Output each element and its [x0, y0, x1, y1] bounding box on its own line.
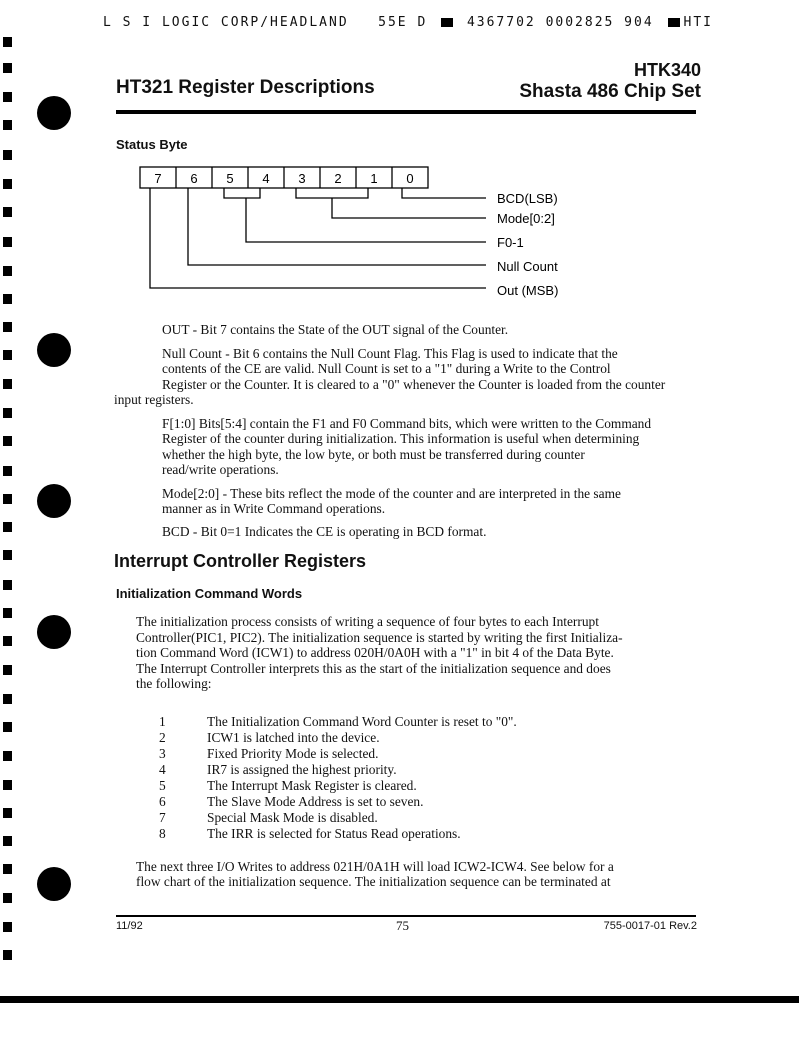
scan-edge-mark: [3, 722, 12, 732]
scan-edge-mark: [3, 580, 12, 590]
scan-edge-mark: [3, 864, 12, 874]
scan-edge-mark: [3, 63, 12, 73]
scan-header-numbers: 4367702 0002825 904: [466, 15, 654, 30]
scan-edge-mark: [3, 694, 12, 704]
binder-hole: [37, 333, 71, 367]
null-count-line-1: Null Count - Bit 6 contains the Null Count Flag. This Flag is used to indicate that the: [162, 346, 618, 361]
bit-label: 7: [154, 171, 162, 186]
scan-edge-mark: [3, 522, 12, 532]
scan-edge-mark: [3, 150, 12, 160]
list-item: ICW1 is latched into the device.: [207, 730, 380, 745]
bit-label: 6: [190, 171, 198, 186]
scan-edge-mark: [3, 636, 12, 646]
scan-edge-mark: [3, 179, 12, 189]
page-title: HT321 Register Descriptions: [116, 77, 375, 98]
list-item: The Slave Mode Address is set to seven.: [207, 794, 424, 809]
list-item: The IRR is selected for Status Read operations.: [207, 826, 461, 841]
f-bits-line-1: F[1:0] Bits[5:4] contain the F1 and F0 Command bits, which were written to the Command: [162, 416, 652, 431]
bit-label: 5: [226, 171, 234, 186]
scan-edge-mark: [3, 120, 12, 130]
scan-edge-mark: [3, 808, 12, 818]
bit-label: 1: [370, 171, 378, 186]
null-count-line-3: Register or the Counter. It is cleared to a "0" whenever the Counter is loaded from the counter: [162, 377, 666, 392]
scan-edge-mark: [3, 665, 12, 675]
bcd-leader: [402, 188, 486, 198]
field-label-null-count: Null Count: [497, 259, 558, 274]
scan-edge-mark: [3, 893, 12, 903]
null-count-leader: [188, 188, 486, 265]
intro-line-3: tion Command Word (ICW1) to address 020H/0A0H with a "1" in bit 4 of the Data Byte.: [136, 645, 614, 660]
scan-edge-mark: [3, 408, 12, 418]
scan-edge-mark: [3, 294, 12, 304]
binder-hole: [37, 615, 71, 649]
scan-edge-mark: [3, 237, 12, 247]
scan-edge-mark: [3, 751, 12, 761]
scan-edge-mark: [3, 836, 12, 846]
binder-hole: [37, 96, 71, 130]
status-byte-heading: Status Byte: [116, 137, 188, 152]
scan-bottom-bar: [0, 996, 799, 1003]
field-label-mode: Mode[0:2]: [497, 211, 555, 226]
null-count-line-4: input registers.: [114, 392, 194, 407]
list-item: The Initialization Command Word Counter is reset to "0".: [207, 714, 517, 729]
scan-edge-mark: [3, 550, 12, 560]
null-count-line-2: contents of the CE are valid. Null Count is set to a "1" during a Write to the Control: [162, 361, 611, 376]
bit-label: 3: [298, 171, 306, 186]
list-item-number: 1: [159, 714, 166, 729]
scan-edge-mark: [3, 466, 12, 476]
out-description: OUT - Bit 7 contains the State of the OUT signal of the Counter.: [162, 322, 509, 337]
product-code: HTK340: [633, 60, 701, 80]
page-number: 75: [396, 918, 409, 933]
list-item-number: 8: [159, 826, 166, 841]
scan-edge-mark: [3, 37, 12, 47]
scan-block-icon: [441, 18, 453, 27]
list-item: IR7 is assigned the highest priority.: [207, 762, 397, 777]
list-item: Fixed Priority Mode is selected.: [207, 746, 379, 761]
f-bits-line-4: read/write operations.: [162, 462, 279, 477]
list-item-number: 2: [159, 730, 166, 745]
outro-line-1: The next three I/O Writes to address 021H/0A1H will load ICW2-ICW4. See below for a: [136, 859, 614, 874]
scan-edge-mark: [3, 322, 12, 332]
subsection-heading: Initialization Command Words: [116, 586, 303, 601]
scan-edge-mark: [3, 207, 12, 217]
field-label-out: Out (MSB): [497, 283, 559, 298]
bit-label: 4: [262, 171, 270, 186]
outro-line-2: flow chart of the initialization sequence. The initialization sequence can be terminated at: [136, 874, 611, 889]
scan-edge-mark: [3, 950, 12, 960]
out-leader: [150, 188, 486, 288]
field-label-f: F0-1: [497, 235, 524, 250]
intro-line-5: the following:: [136, 676, 212, 691]
mode-line-1: Mode[2:0] - These bits reflect the mode of the counter and are interpreted in the same: [162, 486, 621, 501]
mode-bracket: [296, 188, 368, 198]
scan-header-tag: HTI: [683, 15, 713, 30]
scan-header: [103, 15, 713, 30]
list-item-number: 4: [159, 762, 166, 777]
f-leader: [246, 198, 486, 242]
binder-hole: [37, 867, 71, 901]
status-byte-diagram: [130, 160, 580, 305]
footer-date: 11/92: [116, 920, 143, 932]
document-number: 755-0017-01 Rev.2: [603, 920, 697, 932]
mode-leader: [332, 198, 486, 218]
intro-line-1: The initialization process consists of writing a sequence of four bytes to each Interrupt: [136, 614, 599, 629]
scan-edge-mark: [3, 494, 12, 504]
list-item-number: 6: [159, 794, 166, 809]
bit-label: 2: [334, 171, 342, 186]
field-label-bcd: BCD(LSB): [497, 191, 558, 206]
scan-edge-mark: [3, 266, 12, 276]
mode-line-2: manner as in Write Command operations.: [162, 501, 386, 516]
f-bits-line-2: Register of the counter during initialization. This information is useful when determining: [162, 431, 640, 446]
product-name: Shasta 486 Chip Set: [519, 81, 701, 102]
scan-edge-mark: [3, 436, 12, 446]
scan-edge-mark: [3, 922, 12, 932]
scan-block-icon: [668, 18, 680, 27]
section-heading: Interrupt Controller Registers: [114, 551, 367, 571]
f-bits-line-3: whether the high byte, the low byte, or both must be transferred during counter: [162, 447, 585, 462]
scan-header-code: 55E D: [378, 15, 428, 30]
footer-rule: [116, 915, 696, 917]
scan-edge-mark: [3, 350, 12, 360]
bcd-description: BCD - Bit 0=1 Indicates the CE is operating in BCD format.: [162, 524, 487, 539]
scan-edge-mark: [3, 608, 12, 618]
list-item: The Interrupt Mask Register is cleared.: [207, 778, 417, 793]
list-item: Special Mask Mode is disabled.: [207, 810, 378, 825]
header-rule: [116, 110, 696, 114]
scan-edge-mark: [3, 379, 12, 389]
binder-hole: [37, 484, 71, 518]
list-item-number: 5: [159, 778, 166, 793]
scan-header-company: L S I LOGIC CORP/HEADLAND: [103, 15, 349, 30]
intro-line-4: The Interrupt Controller interprets this as the start of the initialization sequence and does: [136, 661, 611, 676]
scan-edge-mark: [3, 780, 12, 790]
list-item-number: 3: [159, 746, 166, 761]
f-bracket: [224, 188, 260, 198]
bit-label: 0: [406, 171, 414, 186]
scan-edge-mark: [3, 92, 12, 102]
list-item-number: 7: [159, 810, 166, 825]
intro-line-2: Controller(PIC1, PIC2). The initialization sequence is started by writing the first Initializa-: [136, 630, 623, 645]
